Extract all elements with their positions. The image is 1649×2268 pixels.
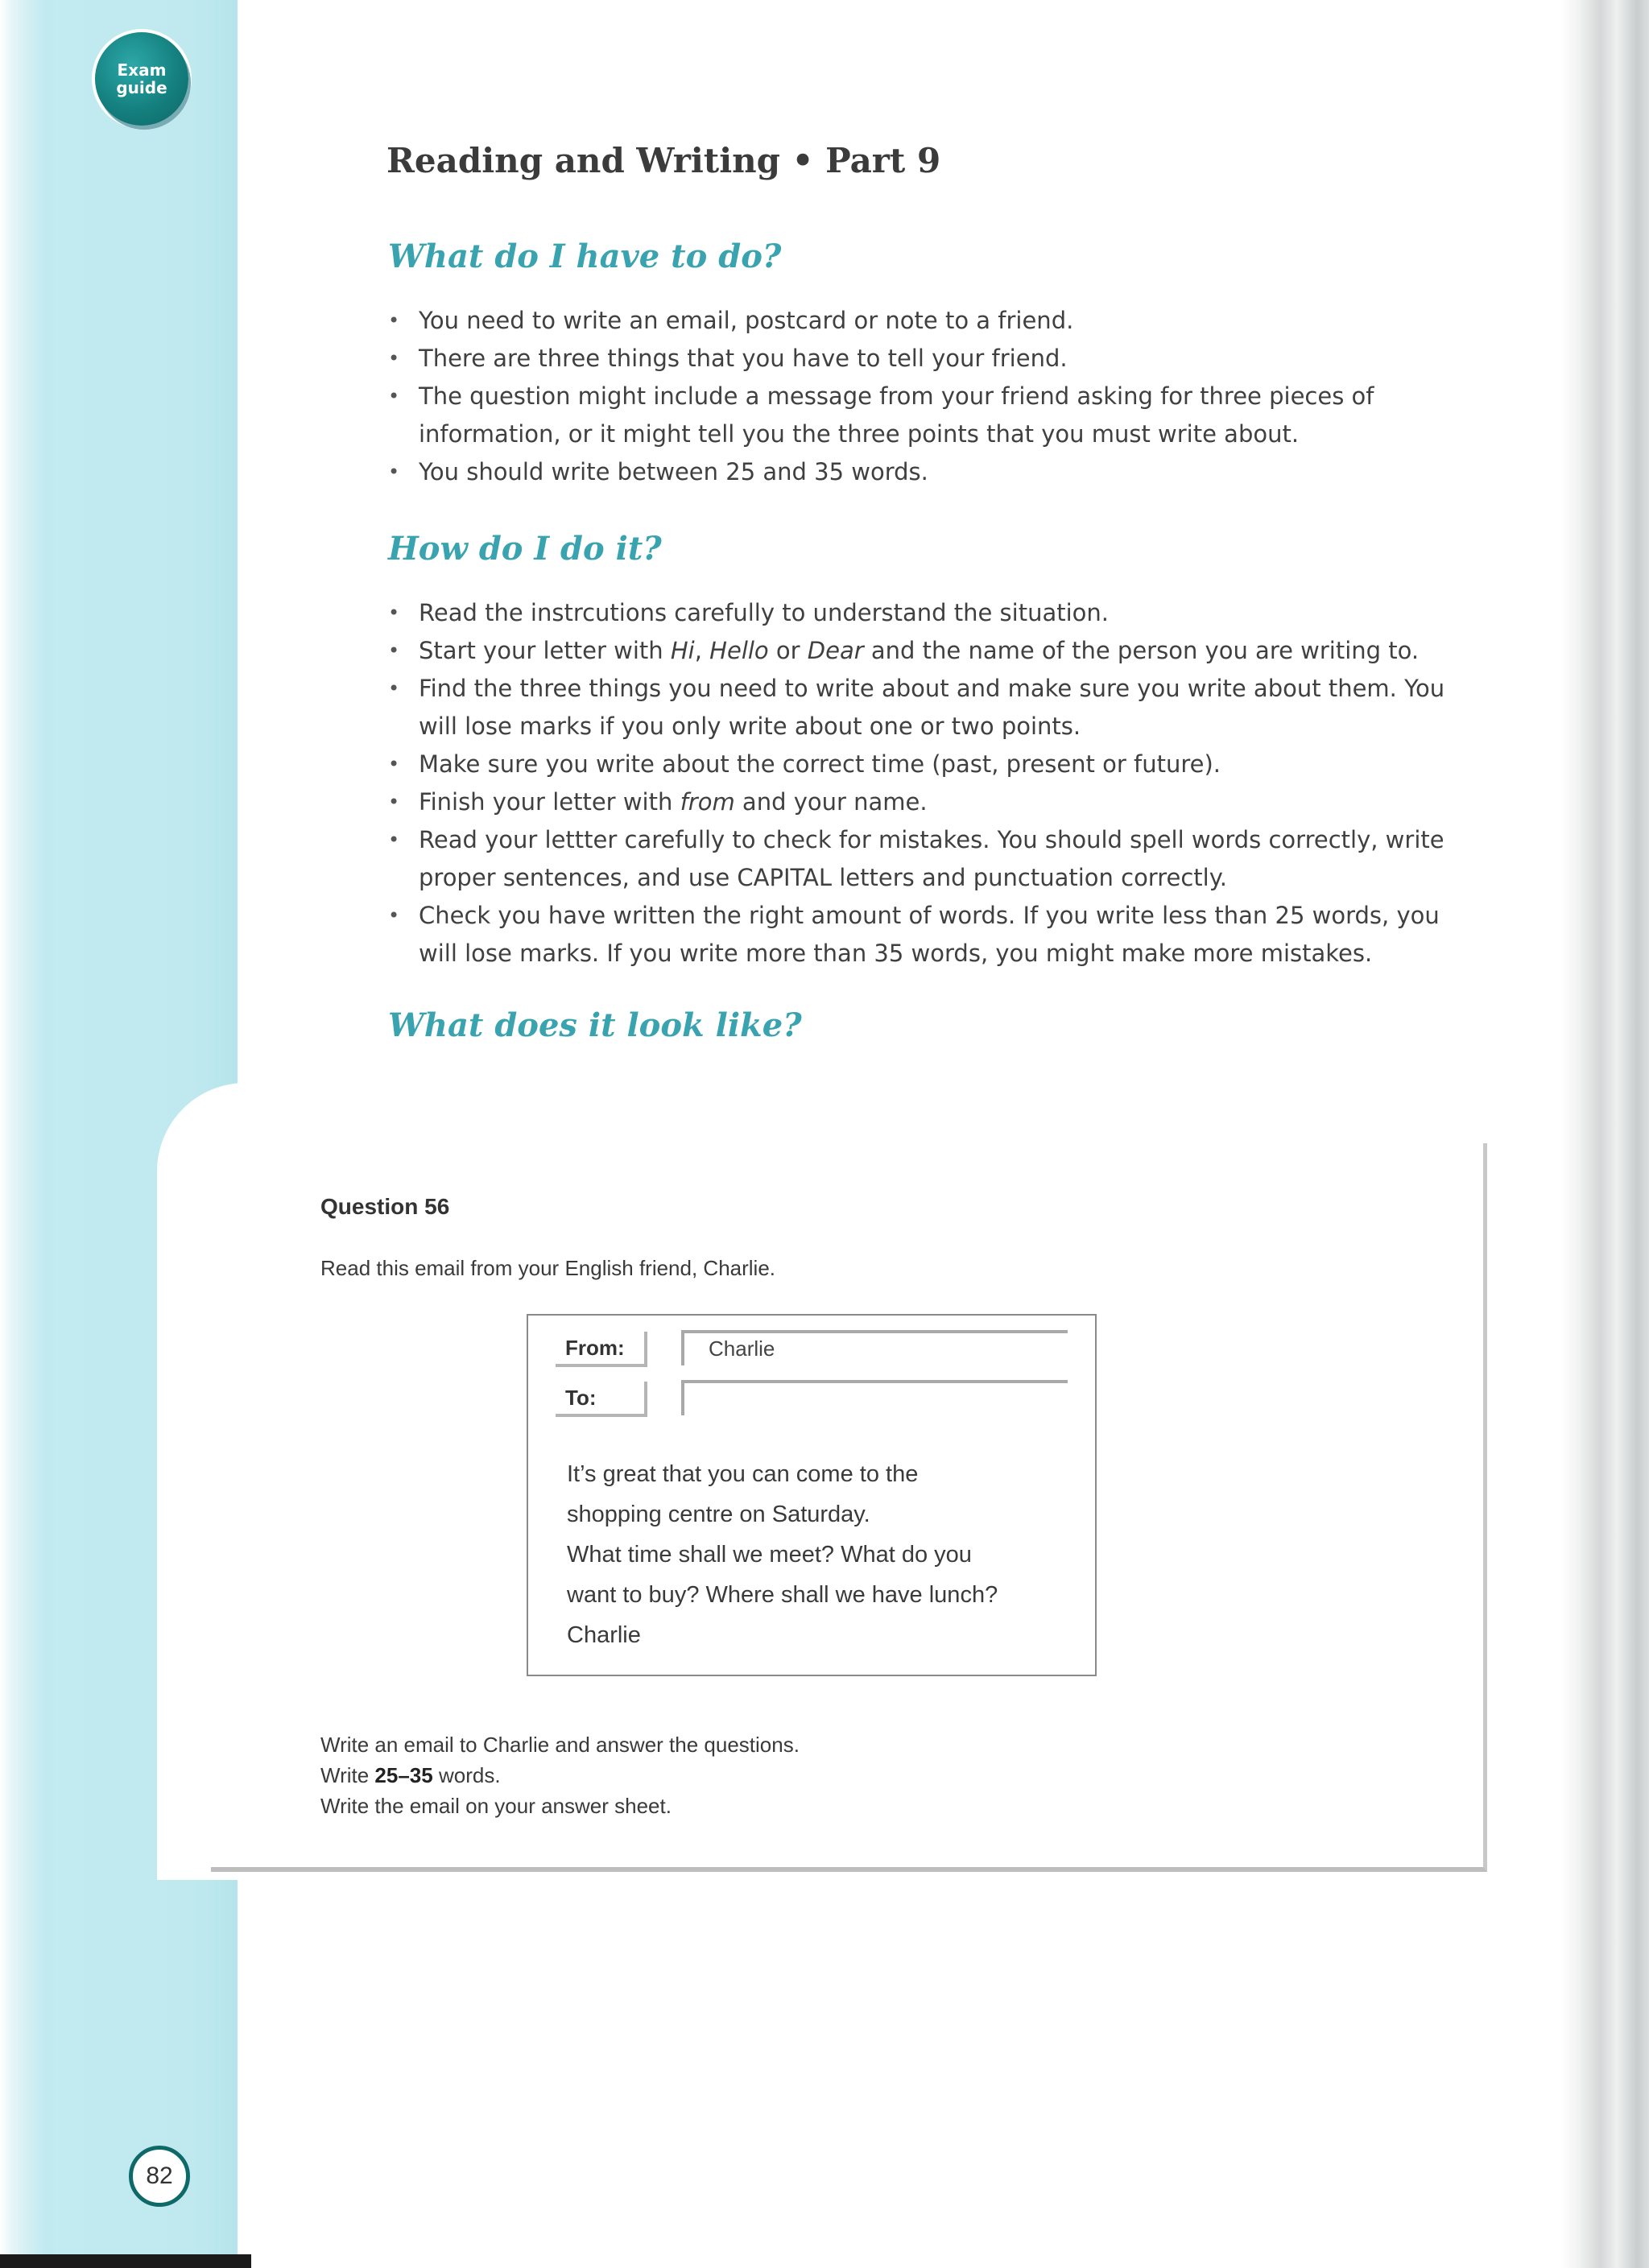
from-label: From:	[556, 1332, 647, 1367]
list-item: • Start your letter with Hi, Hello or Dear and the name of the person you are writing to.	[388, 632, 1459, 670]
badge-line1: Exam	[117, 60, 167, 80]
section-heading-what: What do I have to do?	[388, 238, 782, 275]
email-line: shopping centre on Saturday.	[567, 1502, 870, 1527]
to-label: To:	[556, 1382, 647, 1417]
list-item: • Finish your letter with from and your name.	[388, 783, 1459, 821]
question-instructions	[320, 1729, 800, 1821]
email-body	[567, 1454, 1082, 1655]
list-item: • The question might include a message from your friend asking for three pieces of information, or it might tell you the three points that you must write about.	[388, 378, 1459, 453]
to-field	[681, 1380, 1068, 1415]
list-item: • Read your lettter carefully to check for mistakes. You should spell words correctly, write proper sentences, and use CAPITAL letters and punctuation correctly.	[388, 821, 1459, 897]
list-item: • Find the three things you need to write about and make sure you write about them. You will lose marks if you only write about one or two points.	[388, 670, 1459, 746]
email-signature: Charlie	[567, 1622, 641, 1648]
list-item: • You need to write an email, postcard or note to a friend.	[388, 302, 1459, 340]
instruction-1: Write an email to Charlie and answer the questions.	[320, 1733, 800, 1757]
email-panel	[527, 1314, 1097, 1676]
email-line: It’s great that you can come to the	[567, 1461, 919, 1487]
list-item: • Make sure you write about the correct time (past, present or future).	[388, 746, 1459, 783]
list-item: • Check you have written the right amount of words. If you write less than 25 words, you will lose marks. If you write more than 35 words, you might make more mistakes.	[388, 897, 1459, 973]
list-item: • There are three things that you have to tell your friend.	[388, 340, 1459, 378]
from-field: Charlie	[681, 1330, 1068, 1365]
badge-line2: guide	[116, 78, 167, 97]
question-title: Question 56	[320, 1194, 450, 1219]
email-line: What time shall we meet? What do you	[567, 1542, 972, 1568]
list-item: • Read the instrcutions carefully to understand the situation.	[388, 594, 1459, 632]
instruction-3: Write the email on your answer sheet.	[320, 1794, 672, 1818]
page-title: Reading and Writing • Part 9	[386, 141, 941, 180]
section-heading-how: How do I do it?	[388, 530, 662, 568]
section-heading-look: What does it look like?	[388, 1006, 802, 1044]
question-intro: Read this email from your English friend, Charlie.	[320, 1256, 776, 1280]
bottom-edge-bar	[0, 2254, 251, 2268]
page-number: 82	[129, 2146, 190, 2207]
instruction-2: Write 25–35 words.	[320, 1763, 501, 1787]
section-how-list	[388, 594, 1459, 973]
list-item: • You should write between 25 and 35 words.	[388, 453, 1459, 491]
email-line: want to buy? Where shall we have lunch?	[567, 1582, 998, 1608]
exam-guide-badge	[95, 32, 188, 126]
page-binding-shadow	[1560, 0, 1649, 2268]
section-what-list	[388, 302, 1459, 491]
